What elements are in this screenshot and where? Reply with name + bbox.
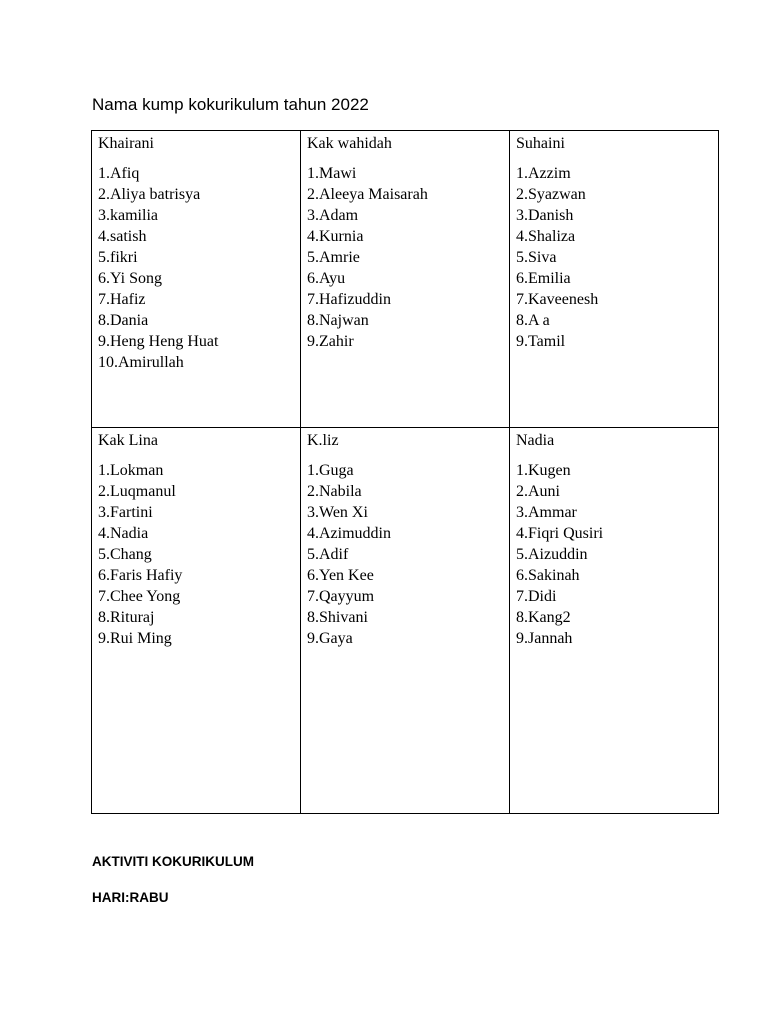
list-item: 4.Shaliza	[516, 228, 576, 245]
list-item: 1.Lokman	[98, 462, 164, 479]
list-item: 8.Shivani	[307, 609, 368, 626]
list-item: 8.A a	[516, 312, 550, 329]
list-item: 1.Afiq	[98, 165, 140, 182]
list-item: 3.Wen Xi	[307, 504, 368, 521]
member-list	[516, 163, 712, 352]
activity-heading: AKTIVITI KOKURIKULUM	[92, 854, 254, 869]
list-item: 4.Fiqri Qusiri	[516, 525, 604, 542]
list-item: 4.Azimuddin	[307, 525, 391, 542]
list-item: 2.Aliya batrisya	[98, 186, 201, 203]
list-item: 6.Yi Song	[98, 270, 163, 287]
table-row	[92, 428, 719, 814]
list-item: 4.Kurnia	[307, 228, 364, 245]
member-list	[98, 163, 294, 373]
list-item: 9.Rui Ming	[98, 630, 172, 647]
member-list	[307, 163, 503, 352]
list-item: 6.Faris Hafiy	[98, 567, 183, 584]
list-item: 8.Najwan	[307, 312, 369, 329]
list-item: 4.satish	[98, 228, 147, 245]
group-cell	[510, 428, 719, 814]
page-title: Nama kump kokurikulum tahun 2022	[92, 95, 369, 114]
list-item: 6.Yen Kee	[307, 567, 374, 584]
list-item: 5.Siva	[516, 249, 557, 266]
list-item: 5.Adif	[307, 546, 349, 563]
group-cell	[301, 131, 510, 428]
member-list	[516, 460, 712, 649]
member-list	[98, 460, 294, 649]
group-cell	[92, 131, 301, 428]
list-item: 3.Fartini	[98, 504, 153, 521]
list-item: 8.Dania	[98, 312, 149, 329]
list-item: 7.Hafiz	[98, 291, 146, 308]
member-list	[307, 460, 503, 649]
list-item: 3.Adam	[307, 207, 359, 224]
list-item: 9.Jannah	[516, 630, 573, 647]
list-item: 3.Ammar	[516, 504, 577, 521]
list-item: 4.Nadia	[98, 525, 149, 542]
list-item: 5.Aizuddin	[516, 546, 588, 563]
group-table	[91, 130, 719, 814]
list-item: 7.Hafizuddin	[307, 291, 391, 308]
group-leader: Kak wahidah	[307, 135, 392, 152]
list-item: 1.Guga	[307, 462, 354, 479]
day-label: HARI:RABU	[92, 890, 169, 905]
list-item: 9.Tamil	[516, 333, 566, 350]
list-item: 2.Syazwan	[516, 186, 586, 203]
list-item: 10.Amirullah	[98, 354, 184, 371]
list-item: 2.Nabila	[307, 483, 362, 500]
list-item: 1.Azzim	[516, 165, 571, 182]
list-item: 9.Heng Heng Huat	[98, 333, 219, 350]
group-cell	[92, 428, 301, 814]
list-item: 7.Chee Yong	[98, 588, 181, 605]
list-item: 6.Ayu	[307, 270, 346, 287]
list-item: 6.Sakinah	[516, 567, 580, 584]
list-item: 8.Kang2	[516, 609, 571, 626]
list-item: 9.Zahir	[307, 333, 354, 350]
group-leader: Suhaini	[516, 135, 565, 152]
list-item: 8.Rituraj	[98, 609, 155, 626]
group-leader: Kak Lina	[98, 432, 158, 449]
group-leader: Khairani	[98, 135, 154, 152]
list-item: 9.Gaya	[307, 630, 353, 647]
group-leader: Nadia	[516, 432, 555, 449]
list-item: 1.Mawi	[307, 165, 357, 182]
group-cell	[301, 428, 510, 814]
list-item: 5.fikri	[98, 249, 138, 266]
list-item: 2.Luqmanul	[98, 483, 176, 500]
list-item: 3.kamilia	[98, 207, 158, 224]
group-cell	[510, 131, 719, 428]
list-item: 5.Amrie	[307, 249, 360, 266]
group-leader: K.liz	[307, 432, 339, 449]
list-item: 2.Aleeya Maisarah	[307, 186, 428, 203]
list-item: 5.Chang	[98, 546, 152, 563]
list-item: 7.Didi	[516, 588, 557, 605]
list-item: 3.Danish	[516, 207, 574, 224]
list-item: 2.Auni	[516, 483, 560, 500]
list-item: 6.Emilia	[516, 270, 571, 287]
list-item: 7.Qayyum	[307, 588, 375, 605]
table-row	[92, 131, 719, 428]
list-item: 7.Kaveenesh	[516, 291, 599, 308]
list-item: 1.Kugen	[516, 462, 571, 479]
